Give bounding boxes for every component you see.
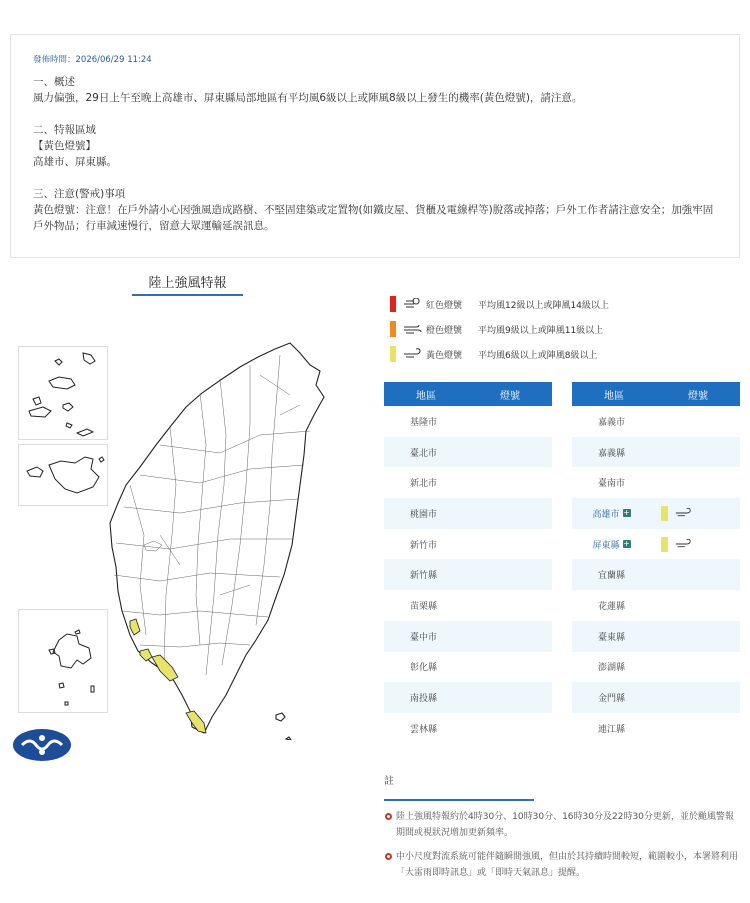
legend-swatch-yellow: [390, 346, 396, 362]
region-label: 宜蘭縣: [597, 571, 625, 582]
region-name: [572, 713, 651, 744]
table-row: [384, 467, 552, 498]
region-name: [572, 406, 651, 437]
table-row: [384, 652, 552, 683]
signal-cell: [651, 559, 740, 590]
overview-title: 一、概述: [33, 76, 75, 88]
taiwan-islet-orchid: [286, 737, 291, 740]
yellow-signal-swatch: [661, 537, 668, 552]
caution-title: 三、注意(警戒)事項: [33, 188, 126, 200]
table-row: [384, 498, 552, 529]
table-row: [572, 467, 740, 498]
signal-cell: [651, 590, 740, 621]
region-name: [572, 652, 651, 683]
table-row: [572, 437, 740, 468]
legend-swatch-orange: [390, 321, 396, 337]
area-body: 高雄市、屏東縣。: [33, 156, 117, 168]
table-row: [572, 406, 740, 437]
legend-desc-orange: 平均風9級以上或陣風11級以上: [478, 325, 604, 336]
region-label: 嘉義縣: [597, 448, 625, 459]
signal-cell: [651, 498, 740, 529]
signal-cell: [651, 467, 740, 498]
region-name[interactable]: [572, 529, 651, 560]
region-name: [572, 682, 651, 713]
caution-body: 黃色燈號：注意！在戶外請小心因強風造成路樹、不堅固建築或定置物(如鐵皮屋、貨櫃及電線桿等)脫落或掉落；戶外工作者請注意安全；加強牢固戶外物品；行車減速慢行，留意大眾運輸延誤訊息。: [33, 204, 714, 232]
table-row: [384, 406, 552, 437]
table-row: [384, 713, 552, 744]
signal-cell: [651, 621, 740, 652]
kaohsiung-highlight: [130, 619, 152, 661]
region-label: 臺東縣: [597, 632, 625, 643]
col-area: 地區: [604, 390, 624, 402]
table-header: [572, 382, 740, 406]
legend-swatch-red: [390, 296, 396, 312]
region-label: 南投縣: [409, 694, 437, 705]
signal-cell: [463, 621, 552, 652]
legend-orange: [390, 321, 603, 337]
bullet-icon: [385, 813, 392, 820]
note-item: [384, 849, 740, 881]
wind-icon: [674, 507, 692, 519]
table-row: [384, 621, 552, 652]
region-name: [572, 621, 651, 652]
region-name: [384, 682, 463, 713]
signal-cell: [463, 652, 552, 683]
typhoon-wind-icon: [402, 298, 422, 310]
signal-cell: [651, 437, 740, 468]
signal-cell: [651, 682, 740, 713]
region-label: 屏東縣: [592, 540, 620, 551]
table-row: [384, 682, 552, 713]
signal-cell: [463, 498, 552, 529]
region-label: 彰化縣: [409, 663, 437, 674]
area-title: 二、特報區域: [33, 124, 96, 136]
legend-name-orange: 橙色燈號: [426, 325, 463, 336]
expand-plus-icon[interactable]: +: [623, 539, 630, 549]
legend-desc-yellow: 平均風6級以上或陣風8級以上: [478, 350, 598, 361]
expand-plus-icon[interactable]: +: [623, 508, 630, 518]
region-name: [384, 652, 463, 683]
legend-red: [390, 296, 609, 312]
strong-wind-icon: [402, 323, 422, 335]
table-row: [572, 590, 740, 621]
table-row: [572, 559, 740, 590]
region-label: 臺南市: [597, 479, 625, 490]
table-row: [572, 652, 740, 683]
region-label: 基隆市: [409, 417, 437, 428]
signal-cell: [463, 713, 552, 744]
table-row: [572, 529, 740, 560]
taiwan-map: [100, 335, 370, 740]
region-label: 新北市: [409, 479, 437, 490]
region-label: 連江縣: [597, 724, 625, 735]
region-name: [384, 559, 463, 590]
inset-matsu: [18, 346, 108, 440]
inset-kinmen: [18, 444, 108, 506]
signal-cell: [463, 559, 552, 590]
signal-cell: [651, 529, 740, 560]
region-name: [572, 467, 651, 498]
signal-cell: [463, 529, 552, 560]
note-item: [384, 809, 740, 841]
table-row: [384, 590, 552, 621]
signal-cell: [463, 590, 552, 621]
region-label: 金門縣: [597, 694, 625, 705]
region-name: [384, 498, 463, 529]
region-label: 臺中市: [409, 632, 437, 643]
bullet-icon: [385, 853, 392, 860]
signal-cell: [651, 406, 740, 437]
region-name: [384, 713, 463, 744]
region-label: 苗栗縣: [409, 601, 437, 612]
table-row: [384, 559, 552, 590]
table-row: [384, 529, 552, 560]
table-row: [572, 498, 740, 529]
notes-title: 註: [384, 772, 534, 801]
region-name: [384, 590, 463, 621]
legend-yellow: [390, 346, 597, 362]
region-label: 桃園市: [409, 509, 437, 520]
table-row: [384, 437, 552, 468]
region-label: 雲林縣: [409, 724, 437, 735]
legend-name-red: 紅色燈號: [426, 300, 463, 311]
cwa-logo-icon: [12, 728, 72, 762]
region-name: [384, 621, 463, 652]
col-signal: 燈號: [500, 390, 520, 402]
table-row: [572, 621, 740, 652]
map-title: 陸上強風特報: [132, 272, 243, 296]
region-table-right: [572, 382, 740, 744]
region-name: [384, 406, 463, 437]
region-name: [384, 529, 463, 560]
col-signal: 燈號: [688, 390, 708, 402]
region-name: [572, 590, 651, 621]
region-name[interactable]: [572, 498, 651, 529]
signal-cell: [463, 467, 552, 498]
signal-cell: [463, 682, 552, 713]
inset-penghu: [18, 609, 108, 713]
region-label: 新竹縣: [409, 571, 437, 582]
overview-body: 風力偏強，29日上午至晚上高雄市、屏東縣局部地區有平均風6級以上或陣風8級以上發生的機率(黃色燈號)，請注意。: [33, 92, 583, 104]
note-text: 中小尺度對流系統可能伴隨瞬間強風，但由於其持續時間較短，範圍較小，本署將利用「大雷雨即時訊息」或「即時天氣訊息」提醒。: [396, 852, 739, 878]
bulletin-panel: [10, 34, 740, 258]
region-name: [572, 437, 651, 468]
region-name: [384, 467, 463, 498]
region-label: 花蓮縣: [597, 601, 625, 612]
signal-cell: [463, 406, 552, 437]
issue-time: 發佈時間：2026/06/29 11:24: [33, 55, 152, 65]
region-label: 高雄市: [592, 509, 620, 520]
area-tag: 【黃色燈號】: [33, 140, 96, 152]
wind-icon: [402, 348, 422, 360]
region-label: 臺北市: [409, 448, 437, 459]
pingtung-highlight: [152, 655, 206, 733]
note-text: 陸上強風特報約於4時30分、10時30分、16時30分及22時30分更新，並於颱風警報期間或視狀況增加更新頻率。: [396, 812, 734, 838]
region-label: 嘉義市: [597, 417, 625, 428]
yellow-signal-swatch: [661, 506, 668, 521]
table-row: [572, 713, 740, 744]
taiwan-islet-green: [276, 713, 285, 721]
region-name: [572, 559, 651, 590]
taiwan-outline: [110, 343, 324, 733]
col-area: 地區: [416, 390, 436, 402]
region-label: 新竹市: [409, 540, 437, 551]
table-row: [572, 682, 740, 713]
signal-cell: [651, 652, 740, 683]
wind-icon: [674, 538, 692, 550]
region-label: 澎湖縣: [597, 663, 625, 674]
legend-name-yellow: 黃色燈號: [426, 350, 463, 361]
region-name: [384, 437, 463, 468]
notes-section: [384, 772, 740, 881]
legend-desc-red: 平均風12級以上或陣風14級以上: [478, 300, 609, 311]
table-header: [384, 382, 552, 406]
signal-cell: [463, 437, 552, 468]
signal-cell: [651, 713, 740, 744]
region-table-left: [384, 382, 552, 744]
